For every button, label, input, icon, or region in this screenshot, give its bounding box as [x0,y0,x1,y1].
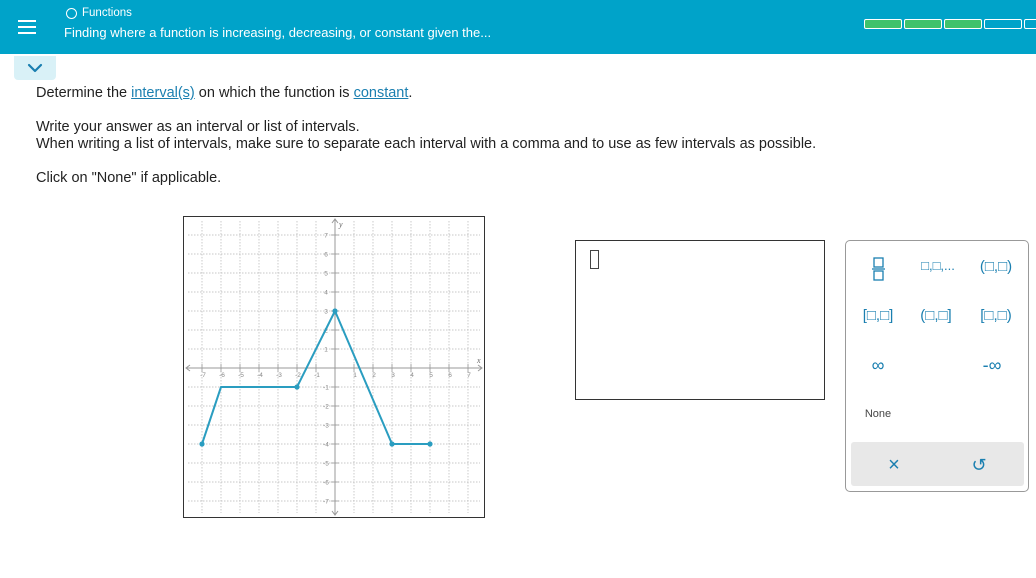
y-tick-label: 3 [324,308,328,316]
x-tick-label: 7 [467,372,471,379]
x-tick-label: 5 [429,372,433,379]
open-closed-interval-button[interactable]: (□,□] [920,307,952,324]
list-button[interactable]: □,□,... [921,258,955,273]
x-tick-label: 2 [372,372,376,379]
math-keypad [845,240,1029,492]
fraction-button[interactable] [872,257,886,281]
chevron-down-icon [27,63,43,73]
answer-input[interactable] [575,240,825,400]
expand-button[interactable] [14,56,56,80]
question-text [36,85,816,187]
infinity-button[interactable]: ∞ [871,355,885,375]
x-tick-label: -4 [257,372,263,379]
progress-segment [1024,19,1036,29]
clear-button[interactable]: × [888,454,900,476]
x-tick-label: -3 [276,372,282,379]
undo-button[interactable]: ↺ [971,455,987,475]
progress-segment [904,19,942,29]
x-tick-label: -1 [314,372,320,379]
none-button[interactable]: None [864,408,892,420]
y-tick-label: 7 [324,232,328,240]
y-tick-label: -6 [323,479,329,487]
circle-icon [66,8,77,19]
x-tick-label: -6 [219,372,225,379]
instruction-line: Write your answer as an interval or list of intervals. [36,119,360,135]
menu-icon [18,32,36,34]
instruction-line: Click on "None" if applicable. [36,170,222,186]
constant-link[interactable]: constant [353,85,409,101]
x-tick-label: 3 [391,372,395,379]
progress-bar [864,19,1036,29]
y-axis-label: y [339,220,343,229]
y-tick-label: -7 [323,498,329,506]
x-tick-label: -7 [200,372,206,379]
function-point [199,441,204,446]
x-tick-label: -5 [238,372,244,379]
progress-segment [864,19,902,29]
y-tick-label: 4 [324,289,328,297]
y-tick-label: -4 [323,441,329,449]
menu-icon [18,20,36,22]
top-bar [0,0,1036,54]
topic-title: Finding where a function is increasing, decreasing, or constant given the... [64,25,492,40]
breadcrumb [66,7,132,19]
interval-link[interactable]: interval(s) [131,85,195,101]
x-tick-label: -2 [295,372,301,379]
x-tick-label: 6 [448,372,452,379]
function-graph [183,216,485,518]
breadcrumb-label: Functions [82,7,132,19]
graph-canvas [184,217,484,517]
menu-icon [18,26,36,28]
negative-infinity-button[interactable]: -∞ [982,355,1002,375]
y-tick-label: -3 [323,422,329,430]
function-point [332,308,337,313]
x-tick-label: 4 [410,372,414,379]
input-cursor [590,250,599,269]
closed-open-interval-button[interactable]: [□,□) [980,307,1012,324]
instruction-line: When writing a list of intervals, make sure to separate each interval with a comma and to use as few intervals as possible. [36,136,817,152]
y-tick-label: 2 [324,327,328,335]
y-tick-label: 5 [324,270,328,278]
closed-closed-interval-button[interactable]: [□,□] [862,307,894,324]
y-tick-label: -5 [323,460,329,468]
progress-segment [984,19,1022,29]
open-open-interval-button[interactable]: (□,□) [979,258,1013,275]
function-point [389,441,394,446]
y-tick-label: -1 [323,384,329,392]
y-tick-label: -2 [323,403,329,411]
function-point [294,384,299,389]
function-point [427,441,432,446]
x-tick-label: 1 [353,372,357,379]
y-tick-label: 1 [324,346,328,354]
menu-button[interactable] [0,0,54,54]
progress-segment [944,19,982,29]
question-prompt: Determine the interval(s) on which the function is constant. [36,85,413,101]
y-tick-label: 6 [324,251,328,259]
keypad-action-bar [851,442,1024,486]
x-axis-label: x [477,356,481,365]
